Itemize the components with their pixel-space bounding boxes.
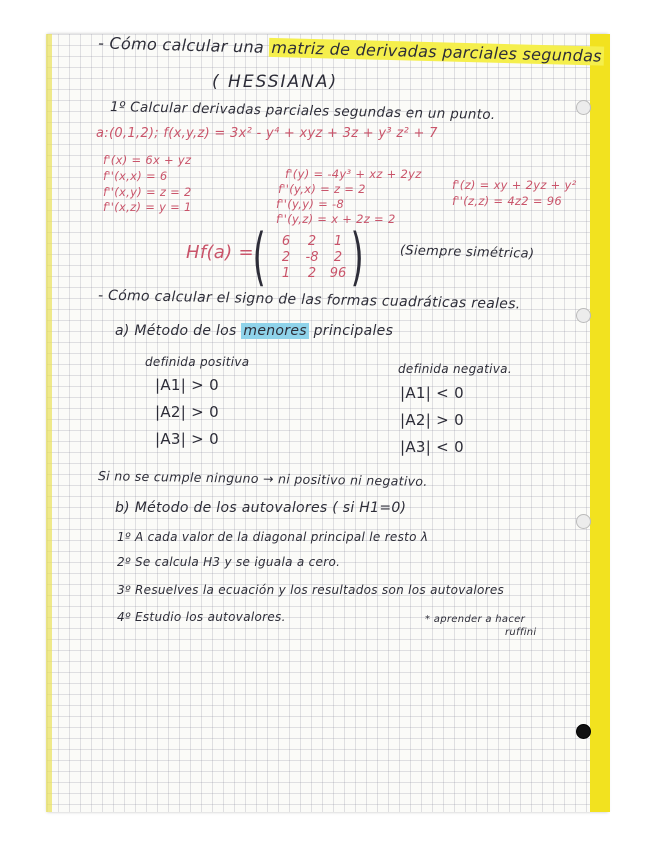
derivative-xx: f''(x,x) = 6 (103, 169, 168, 183)
step-1-text: 1º Calcular derivadas parciales segundas en un punto. (109, 98, 496, 124)
def-negative-title: definida negativa. (398, 362, 512, 376)
symmetric-note: (Siempre simétrica) (399, 243, 535, 262)
page-yellow-edge (590, 34, 610, 812)
def-positive-item: |A3| > 0 (155, 430, 219, 448)
matrix-cell: 2 (281, 250, 291, 265)
derivative-yy: f''(y,y) = -8 (276, 197, 345, 211)
heading-subtitle: ( HESSIANA) (212, 72, 339, 92)
derivative-yz: f''(y,z) = x + 2z = 2 (276, 212, 396, 226)
matrix-cell: 1 (281, 266, 291, 281)
binder-hole-icon (576, 724, 591, 739)
method-b-step: 1º A cada valor de la diagonal principal le resto λ (117, 530, 429, 544)
derivative-xz: f''(x,z) = y = 1 (103, 200, 192, 214)
derivative-yx: f''(y,x) = z = 2 (278, 182, 366, 196)
matrix-cell: -8 (305, 250, 319, 265)
hessian-label: Hf(a) = (186, 242, 254, 263)
method-b-step: 4º Estudio los autovalores. (117, 610, 286, 624)
matrix-cell: 2 (307, 266, 317, 281)
method-b-heading: b) Método de los autovalores ( si H1=0) (115, 500, 407, 516)
matrix-cell: 1 (333, 234, 343, 249)
page-left-edge (46, 34, 52, 812)
derivative-x: f'(x) = 6x + yz (103, 153, 192, 167)
heading-highlight: matriz de derivadas parciales segundas (271, 37, 603, 66)
method-a-heading (115, 323, 393, 339)
derivative-z: f'(z) = xy + 2yz + y² (452, 178, 577, 192)
derivative-y: f'(y) = -4y³ + xz + 2yz (285, 167, 422, 181)
def-negative-item: |A1| < 0 (400, 384, 464, 402)
method-b-step: 3º Resuelves la ecuación y los resultados son los autovalores (117, 583, 505, 597)
section-2-heading: - Cómo calcular el signo de las formas cuadráticas reales. (97, 287, 521, 313)
matrix-right-paren: ) (350, 220, 364, 293)
heading-text: - Cómo calcular una (97, 33, 265, 57)
binder-hole-icon (576, 100, 591, 115)
none-condition-line: Si no se cumple ninguno → ni positivo ni negativo. (97, 468, 428, 489)
derivative-xy: f''(x,y) = z = 2 (103, 185, 192, 199)
method-a-highlight: menores (243, 323, 307, 339)
def-positive-title: definida positiva (145, 355, 250, 369)
matrix-cell: 2 (333, 250, 343, 265)
def-positive-item: |A1| > 0 (155, 376, 219, 394)
matrix-cell: 2 (307, 234, 317, 249)
def-positive-item: |A2| > 0 (155, 403, 219, 421)
def-negative-item: |A2| > 0 (400, 411, 464, 429)
side-note: ruffini (505, 627, 537, 638)
method-a-prefix: a) Método de los (115, 323, 237, 339)
binder-hole-icon (576, 514, 591, 529)
side-note: * aprender a hacer (425, 614, 525, 625)
matrix-cell: 6 (281, 234, 291, 249)
binder-hole-icon (576, 308, 591, 323)
method-b-step: 2º Se calcula H3 y se iguala a cero. (117, 555, 341, 569)
matrix-left-paren: ( (252, 220, 266, 293)
derivative-zz: f''(z,z) = 4z2 = 96 (452, 194, 562, 208)
function-definition: a:(0,1,2); f(x,y,z) = 3x² - y⁴ + xyz + 3z + y³ z² + 7 (96, 126, 438, 141)
def-negative-item: |A3| < 0 (400, 438, 464, 456)
matrix-cell: 96 (329, 266, 347, 281)
method-a-suffix: principales (313, 323, 394, 339)
notebook-page (47, 34, 608, 812)
